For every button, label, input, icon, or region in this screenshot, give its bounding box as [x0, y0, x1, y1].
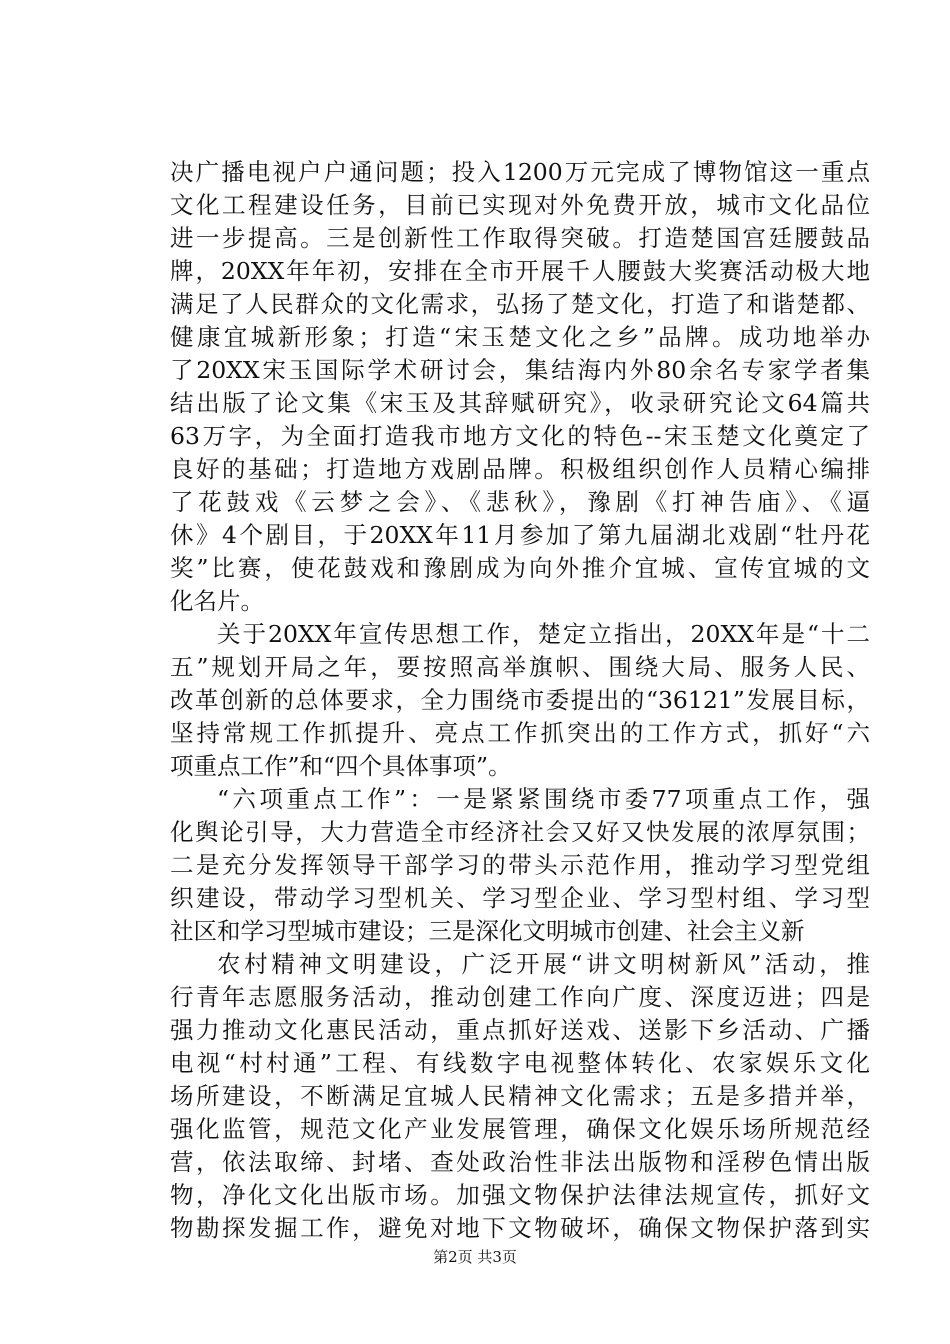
text-line: 改革创新的总体要求，全力围绕市委提出的“36121”发展目标，: [170, 686, 870, 714]
text-line: 进一步提高。三是创新性工作取得突破。打造楚国宫廷腰鼓品: [170, 224, 870, 252]
text-line: 社区和学习型城市建设；三是深化文明城市创建、社会主义新: [170, 917, 805, 945]
text-line: 休》4个剧目，于20XX年11月参加了第九届湖北戏剧“牡丹花: [170, 521, 870, 549]
text-line: 满足了人民群众的文化需求，弘扬了楚文化，打造了和谐楚都、: [170, 290, 870, 318]
text-line: 物，净化文化出版市场。加强文物保护法律法规宣传，抓好文: [170, 1181, 870, 1209]
text-line: 了花鼓戏《云梦之会》、《悲秋》，豫剧《打神告庙》、《逼: [170, 488, 870, 516]
text-line: 牌，20XX年年初，安排在全市开展千人腰鼓大奖赛活动极大地: [170, 257, 870, 285]
text-line: 坚持常规工作抓提升、亮点工作抓突出的工作方式，抓好“六: [170, 719, 870, 747]
text-line: 场所建设，不断满足宜城人民精神文化需求；五是多措并举，: [170, 1082, 870, 1110]
text-line: 二是充分发挥领导干部学习的带头示范作用，推动学习型党组: [170, 851, 870, 879]
text-line: 文化工程建设任务，目前已实现对外免费开放，城市文化品位: [170, 191, 870, 219]
text-line: 强力推动文化惠民活动，重点抓好送戏、送影下乡活动、广播: [170, 1016, 870, 1044]
text-line: 项重点工作”和“四个具体事项”。: [170, 752, 512, 780]
text-line: 强化监管，规范文化产业发展管理，确保文化娱乐场所规范经: [170, 1115, 870, 1143]
text-line: 化舆论引导，大力营造全市经济社会又好又快发展的浓厚氛围；: [170, 818, 870, 846]
text-line: 化名片。: [170, 587, 264, 615]
text-line: 关于20XX年宣传思想工作，楚定立指出，20XX年是“十二: [217, 620, 870, 648]
text-line: 63万字，为全面打造我市地方文化的特色--宋玉楚文化奠定了: [170, 422, 870, 450]
text-line: 决广播电视户户通问题；投入1200万元完成了博物馆这一重点: [170, 158, 870, 186]
text-line: 结出版了论文集《宋玉及其辞赋研究》，收录研究论文64篇共: [170, 389, 870, 417]
page-footer: 第2页 共3页: [433, 1248, 517, 1266]
text-line: 五”规划开局之年，要按照高举旗帜、围绕大局、服务人民、: [170, 653, 870, 681]
text-line: 农村精神文明建设，广泛开展“讲文明树新风”活动，推: [217, 950, 870, 978]
text-line: 营，依法取缔、封堵、查处政治性非法出版物和淫秽色情出版: [170, 1148, 870, 1176]
text-line: 物勘探发掘工作，避免对地下文物破坏，确保文物保护落到实: [170, 1214, 870, 1242]
text-line: 良好的基础；打造地方戏剧品牌。积极组织创作人员精心编排: [170, 455, 870, 483]
text-line: “六项重点工作”：一是紧紧围绕市委77项重点工作，强: [217, 785, 870, 813]
text-line: 了20XX宋玉国际学术研讨会，集结海内外80余名专家学者集: [170, 356, 870, 384]
text-line: 奖”比赛，使花鼓戏和豫剧成为向外推介宜城、宣传宜城的文: [170, 554, 870, 582]
text-line: 健康宜城新形象；打造“宋玉楚文化之乡”品牌。成功地举办: [170, 323, 870, 351]
text-line: 电视“村村通”工程、有线数字电视整体转化、农家娱乐文化: [170, 1049, 870, 1077]
document-body: [170, 156, 870, 1245]
text-line: 织建设，带动学习型机关、学习型企业、学习型村组、学习型: [170, 884, 870, 912]
text-line: 行青年志愿服务活动，推动创建工作向广度、深度迈进；四是: [170, 983, 870, 1011]
